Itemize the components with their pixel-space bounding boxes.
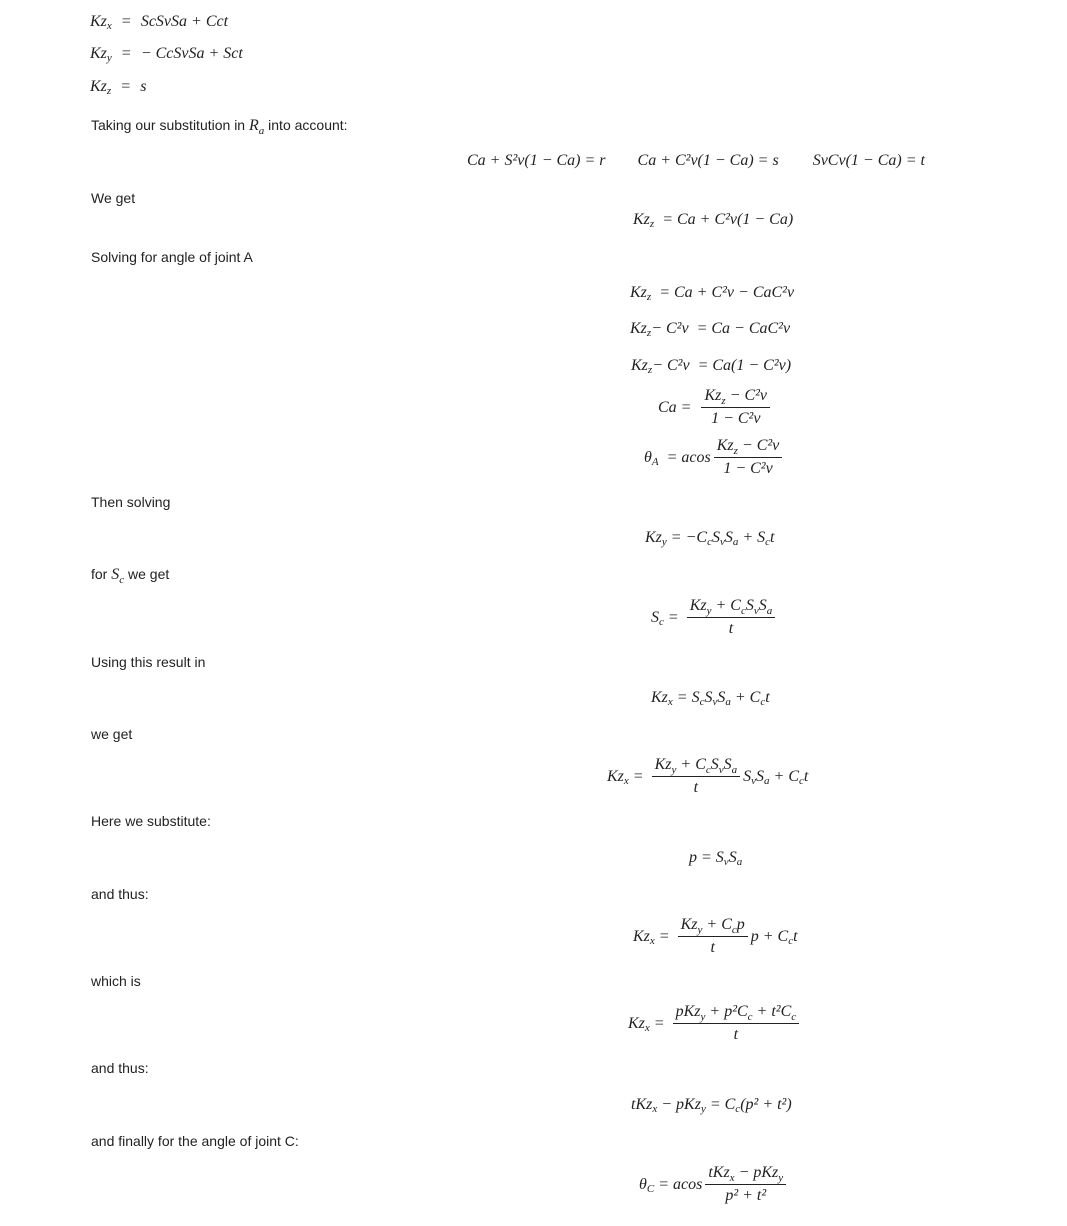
eq-rhs: − CcSvSa + Sct [140, 45, 243, 62]
eq-rhs: ScSvSa + Cct [140, 13, 229, 30]
for-sc-text: for $S_c$ we get [91, 566, 170, 586]
eq-sub: z [106, 85, 112, 97]
substitution-equations [467, 151, 925, 171]
eq-kzx-subst: Kz x = $Kz_y + C_cS_vS_a$ t S v S a + C c t [607, 756, 809, 796]
eq-solve-a-3: Kz z − C²v = Ca(1 − C²v) [631, 357, 792, 376]
thus-text-1: and thus: [91, 886, 149, 902]
finally-text: and finally for the angle of joint C: [91, 1133, 299, 1149]
using-text: Using this result in [91, 654, 206, 670]
subst-s: Ca + C²v(1 − Ca) = s [637, 152, 779, 169]
eq-theta-a: θ A = acos $Kz_z - C^2v$ 1 − C²v [644, 437, 785, 478]
then-solving-text: Then solving [91, 494, 171, 510]
eq-rhs: s [140, 78, 147, 95]
thus-text-2: and thus: [91, 1060, 149, 1076]
eq-lhs: Kz [90, 45, 107, 62]
eq-kzy: Kz y = −C c S v S a + S c t [645, 529, 775, 548]
eq-sub: x [106, 20, 112, 32]
eq-lhs: Kz [90, 78, 107, 95]
subst-r: Ca + S²v(1 − Ca) = r [467, 152, 606, 169]
we-get-text-2: we get [91, 726, 133, 742]
we-get-text: We get [91, 190, 136, 206]
solving-a-text: Solving for angle of joint A [91, 249, 253, 265]
eq-ca-fraction: Ca = $Kz_z - C^2v$ 1 − C²v [658, 387, 773, 428]
eq-kzx-p: Kz x = $Kz_y + C_cp$ t p + C c t [633, 916, 798, 956]
subst-t: SvCv(1 − Ca) = t [812, 152, 925, 169]
eq-kzz-subst: Kz z = Ca + C²v(1 − Ca) [633, 211, 794, 230]
eq-p: p = S v S a [689, 849, 743, 868]
eq-solve-a-1: Kz z = Ca + C²v − CaC²v [630, 284, 795, 303]
eq-thus: tKz x − pKz y = C c (p² + t²) [631, 1096, 792, 1115]
eq-solve-a-2: Kz z − C²v = Ca − CaC²v [630, 320, 791, 339]
eq-kzx-top: Kz x = ScSvSa + Cct [90, 12, 228, 32]
which-text: which is [91, 973, 141, 989]
eq-theta-c: θ C = acos tKz$_x$ − pKz$_y$ p² + t² [639, 1164, 789, 1205]
eq-kzx: Kz x = S c S v S a + C c t [651, 689, 770, 708]
eq-kzz-top: Kz z = s [90, 77, 146, 97]
eq-sub: y [106, 52, 112, 64]
eq-kzx-which: Kz x = $pKz_y + p^2C_c + t^2C_c$ t [628, 1003, 802, 1044]
here-text: Here we substitute: [91, 813, 211, 829]
eq-kzy-top: Kz y = − CcSvSa + Sct [90, 44, 243, 64]
eq-sc: S c = $Kz_y + C_cS_vS_a$ t [651, 597, 778, 638]
eq-lhs: Kz [90, 13, 107, 30]
substitution-text: Taking our substitution in $R_a$ into account: [91, 117, 348, 137]
